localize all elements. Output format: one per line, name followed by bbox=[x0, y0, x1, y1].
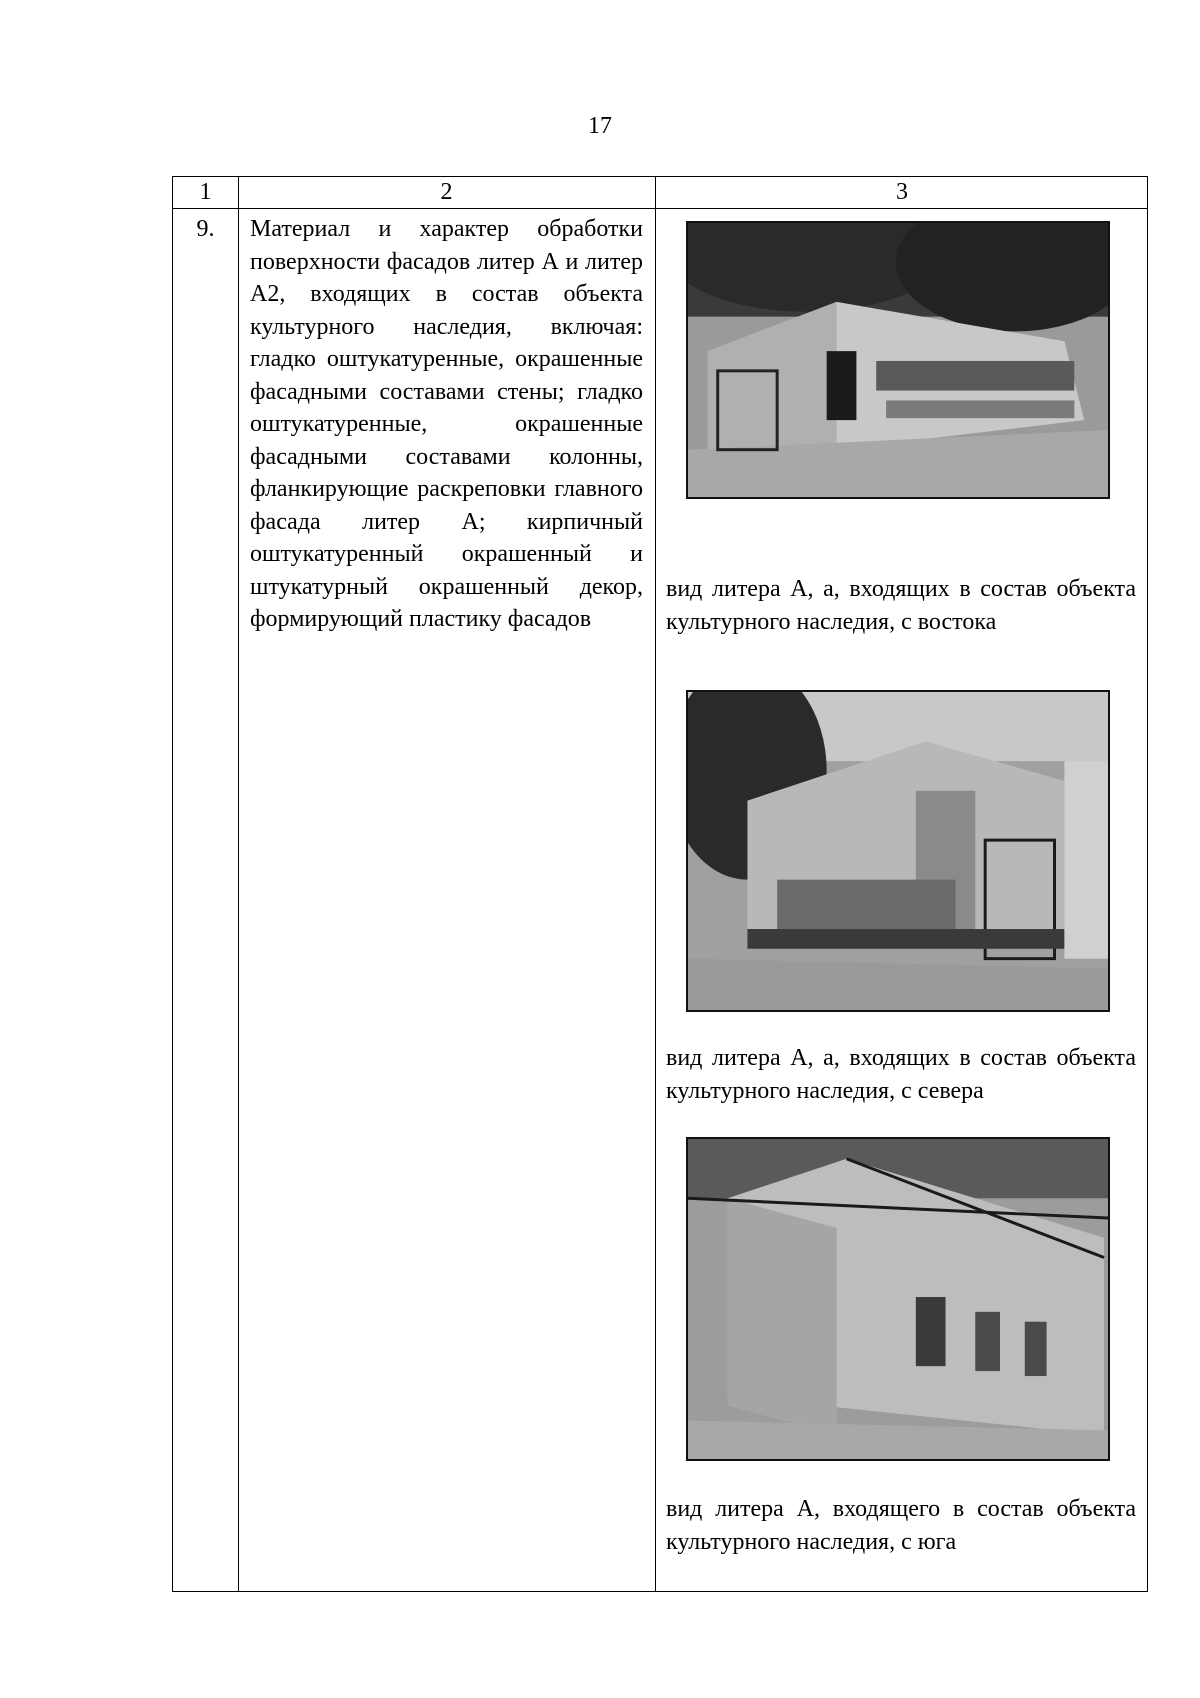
building-photo-east bbox=[686, 221, 1110, 499]
row-description: Материал и характер обработки поверхности фасадов литер А и литер А2, входящих в состав объекта культурного наследия, включая: гладко оштукатуренные, окрашенные фасадными составами стены; гладко оштукатуренные, окрашенные фасадными составами колонны, фланкирующие раскреповки главного фасада литер А; кирпичный оштукатуренный окрашенный и штукатурный окрашенный декор, формирующий пластику фасадов bbox=[250, 216, 643, 632]
heritage-table bbox=[172, 176, 1148, 1592]
column-divider-2 bbox=[655, 177, 656, 1591]
header-divider bbox=[173, 208, 1147, 209]
column-header-3: 3 bbox=[896, 179, 908, 205]
photo-caption-south: вид литера А, входящего в состав объекта культурного наследия, с юга bbox=[666, 1496, 1136, 1555]
column-divider-1 bbox=[238, 177, 239, 1591]
column-header-1: 1 bbox=[199, 179, 212, 205]
photo-caption-north: вид литера А, а, входящих в состав объекта культурного наследия, с севера bbox=[666, 1045, 1136, 1104]
column-header-2: 2 bbox=[440, 179, 453, 205]
building-photo-south bbox=[686, 1137, 1110, 1461]
photo-caption-east: вид литера А, а, входящих в состав объекта культурного наследия, с востока bbox=[666, 576, 1136, 635]
building-photo-north bbox=[686, 690, 1110, 1012]
page-number: 17 bbox=[588, 113, 612, 139]
row-number: 9. bbox=[196, 216, 215, 242]
